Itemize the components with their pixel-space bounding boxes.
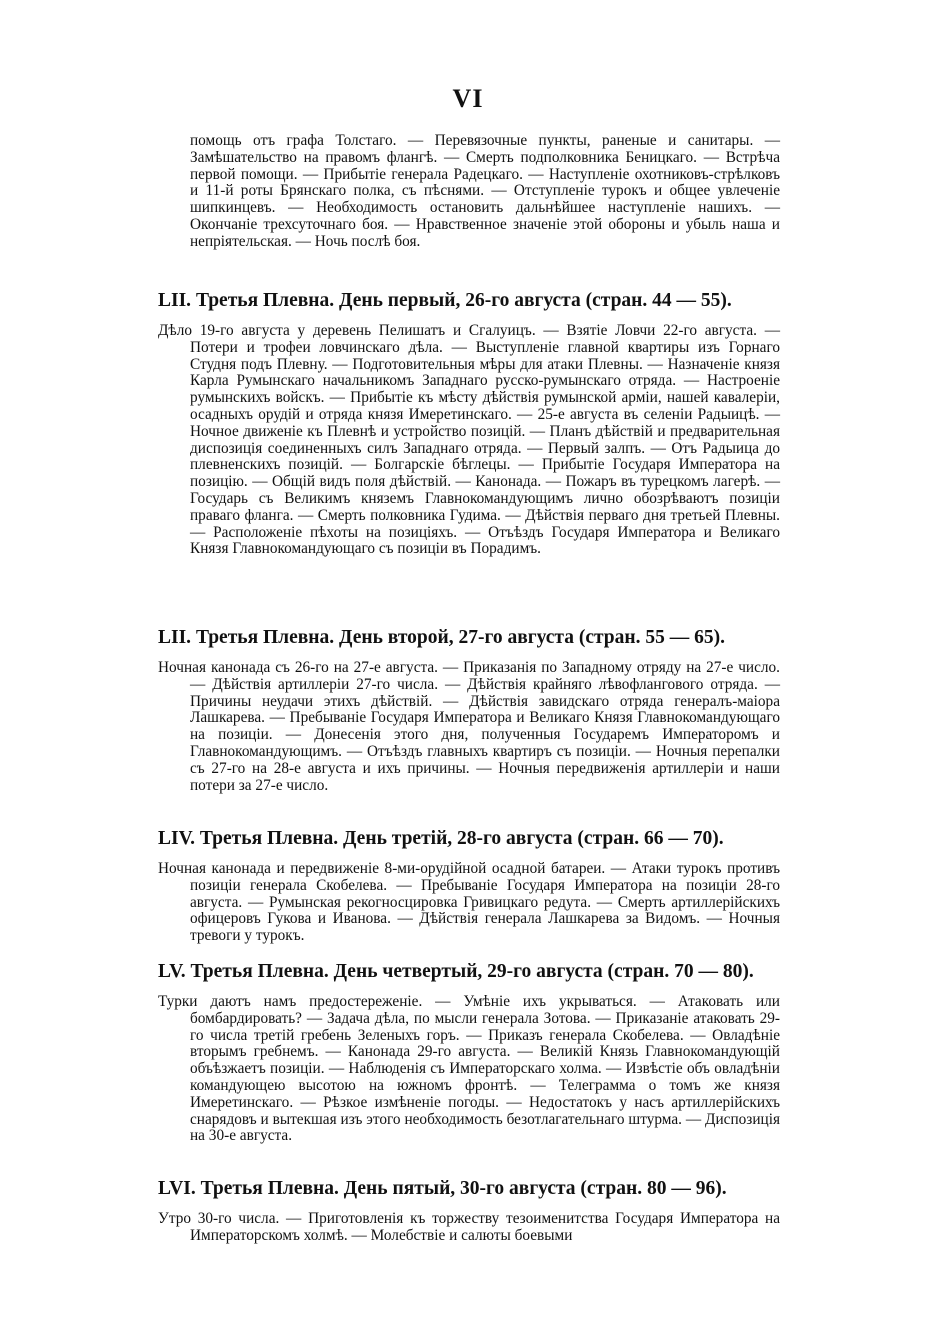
- chapter-number: LV.: [158, 961, 186, 982]
- chapter-heading: [158, 1177, 780, 1201]
- chapter-54-body: [158, 861, 780, 945]
- chapter-heading: [158, 626, 780, 650]
- intro-paragraph: помощь отъ графа Толстаго. — Перевязочные пункты, раненые и санитары. — Замѣшательство на правомъ флангѣ. — Смерть подполковника Беницкаго. — Встрѣча первой помощи. — Прибытіе генерала Радецкаго. — Наступленіе охотниковъ-стрѣлковъ и 11-й роты Брянскаго полка, съ пѣснями. — Отступленіе турокъ и общее увлеченіе шипкинцевъ. — Необходимость остановить дальнѣйшее наступленіе нашихъ. — Окончаніе трехсуточнаго боя. — Нравственное значеніе этой обороны и убыль наша и непріятельская. — Ночь послѣ боя.: [190, 132, 780, 250]
- chapter-number: LII.: [158, 627, 192, 648]
- chapter-name: Третья Плевна.: [200, 1178, 339, 1199]
- chapter-number: LVI.: [158, 1178, 196, 1199]
- chapter-55-body: [158, 994, 780, 1145]
- chapter-52: [158, 289, 780, 313]
- chapter-name: Третья Плевна.: [195, 290, 335, 311]
- chapter-summary: Утро 30-го числа. — Приготовленія къ торжеству тезоименитства Государя Императора на Императорскомъ холмѣ. — Молебствіе и салюты боевыми: [158, 1210, 780, 1244]
- chapter-name: Третья Плевна.: [195, 627, 335, 648]
- chapter-56-body: [158, 1211, 780, 1245]
- chapter-name: Третья Плевна.: [199, 828, 339, 849]
- chapter-heading: [158, 960, 780, 984]
- chapter-56: [158, 1177, 780, 1201]
- chapter-55: [158, 960, 780, 984]
- chapter-heading: [158, 827, 780, 851]
- chapter-54: [158, 827, 780, 851]
- chapter-subtitle: День первый, 26-го августа (стран. 44 — 55).: [339, 290, 732, 311]
- chapter-53-body: [158, 660, 780, 794]
- chapter-subtitle: День второй, 27-го августа (стран. 55 — 65).: [339, 627, 726, 648]
- chapter-number: LII.: [158, 290, 192, 311]
- chapter-name: Третья Плевна.: [190, 961, 329, 982]
- page-number: VI: [452, 84, 484, 113]
- chapter-summary: Дѣло 19-го августа у деревень Пелишатъ и Сгалуицъ. — Взятіе Ловчи 22-го августа. — Потери и трофеи ловчинскаго дѣла. — Выступленіе главной квартиры изъ Горнаго Студня подъ Плевну. — Подготовительныя мѣры для атаки Плевны. — Назначеніе князя Карла Румынскаго начальникомъ Западнаго русско-румынскаго отряда. — Настроеніе румынскихъ войскъ. — Прибытіе къ мѣсту дѣйствія румынской арміи, нашей кавалеріи, осадныхъ орудій и отряда князя Имеретинскаго. — 25-е августа въ селеніи Радыицѣ. — Ночное движеніе къ Плевнѣ и устройство позицій. — Планъ дѣйствій и предварительная диспозиція соединенныхъ силъ Западнаго отряда. — Первый залпъ. — Отъ Радыица до плевненскихъ позицій. — Болгарскіе бѣглецы. — Прибытіе Государя Императора на позицію. — Общій видъ поля дѣйствій. — Канонада. — Пожаръ въ турецкомъ лагерѣ. — Государь съ Великимъ княземъ Главнокомандующимъ лично обозрѣваютъ позиціи праваго фланга. — Смерть полковника Гудима. — Дѣйствія перваго дня третьей Плевны. — Расположеніе пѣхоты на позиціяхъ. — Отъѣздъ Государя Императора и Великаго Князя Главнокомандующаго съ позиціи въ Порадимъ.: [158, 322, 780, 558]
- chapter-52-body: [158, 323, 780, 558]
- chapter-heading: [158, 289, 780, 313]
- chapter-summary: Ночная канонада и передвиженіе 8-ми-орудійной осадной батареи. — Атаки турокъ противъ позиціи генерала Скобелева. — Пребываніе Государя Императора на позиціи 28-го августа. — Румынская рекогносцировка Гривицкаго редута. — Смерть артиллерійскихъ офицеровъ Гукова и Иванова. — Дѣйствія генерала Лашкарева за Видомъ. — Ночныя тревоги у турокъ.: [158, 860, 780, 945]
- chapter-subtitle: День четвертый, 29-го августа (стран. 70 — 80).: [333, 961, 754, 982]
- chapter-summary: Турки даютъ намъ предостереженіе. — Умѣніе ихъ укрываться. — Атаковать или бомбардировать? — Задача дѣла, по мысли генерала Зотова. — Приказаніе атаковать 29-го числа третій гребень Зеленыхъ горъ. — Приказъ генерала Скобелева. — Овладѣніе вторымъ гребнемъ. — Канонада 29-го августа. — Великій Князь Главнокомандующій объѣзжаетъ позиціи. — Наблюденія съ Императорскаго холма. — Извѣстіе объ овладѣніи командующею высотою на южномъ фронтѣ. — Телеграмма о томъ же князя Имеретинскаго. — Рѣзкое измѣненіе погоды. — Недостатокъ у насъ артиллерійскихъ снарядовъ и вытекшая изъ этого необходимость безотлагательнаго штурма. — Диспозиція на 30-е августа.: [158, 993, 780, 1145]
- chapter-subtitle: День пятый, 30-го августа (стран. 80 — 96).: [343, 1178, 727, 1199]
- chapter-summary: Ночная канонада съ 26-го на 27-е августа. — Приказанія по Западному отряду на 27-е число. — Дѣйствія артиллеріи 27-го числа. — Дѣйствія крайняго лѣвофлангового отряда. — Причины неудачи этихъ дѣйствій. — Дѣйствія завидскаго отряда генералъ-маіора Лашкарева. — Пребываніе Государя Императора и Великаго Князя Главнокомандующаго на позиціи. — Донесенія этого дня, полученныя Государемъ Императоромъ и Главнокомандующимъ. — Отъѣздъ главныхъ квартиръ съ позиціи. — Ночныя перепалки съ 27-го на 28-е августа и ихъ причины. — Ночныя передвиженія артиллеріи и наши потери за 27-е число.: [158, 659, 780, 794]
- chapter-53: [158, 626, 780, 650]
- chapter-number: LIV.: [158, 828, 196, 849]
- intro-section: [158, 133, 780, 251]
- chapter-subtitle: День третій, 28-го августа (стран. 66 — 70).: [343, 828, 724, 849]
